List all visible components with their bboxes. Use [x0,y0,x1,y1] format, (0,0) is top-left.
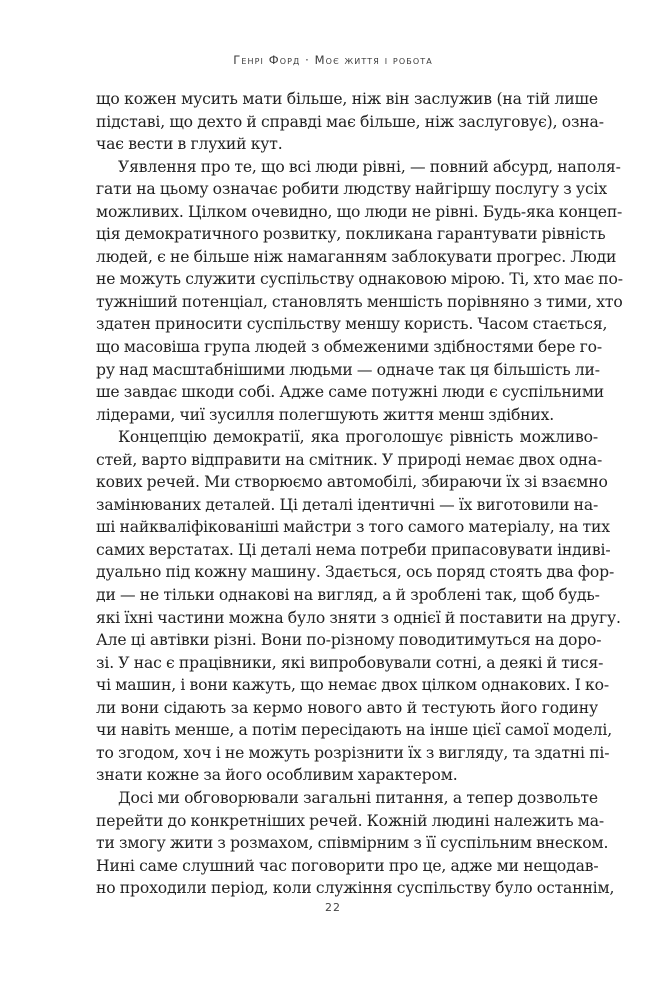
text-line: Уявлення про те, що всі люди рівні, — повний абсурд, наполя- [118,157,621,176]
text-line: тужніший потенціал, становлять меншість порівняно з тими, хто [96,292,623,311]
text-line: знати кожне за його особливим характером. [96,766,458,785]
text-line: но проходили період, коли служіння суспільству було останнім, [96,879,615,898]
text-line: гати на цьому означає робити людству найгіршу послугу з усіх [96,180,608,199]
text-line: перейти до конкретніших речей. Кожній людині належить ма- [96,811,604,830]
text-line: що кожен мусить мати більше, ніж він заслужив (на тій лише [96,90,598,108]
text-line: людей, є не більше ніж намаганням заблокувати прогрес. Люди [96,247,617,266]
text-line: не можуть служити суспільству однаковою мірою. Ті, хто має по- [96,270,623,289]
text-line: то згодом, хоч і не можуть розрізнити їх з вигляду, та здатні пі- [96,743,610,762]
text-line: ти змогу жити з розмахом, співмірним з її суспільним внеском. [96,834,609,853]
text-line: чи навіть менше, а потім пересідають на інше цієї самої моделі, [96,721,613,740]
text-line: самих верстатах. Ці деталі нема потреби припасовувати індиві- [96,540,611,559]
text-line: які їхні частини можна було зняти з однієї й поставити на другу. [96,608,621,627]
text-line: що масовіша група людей з обмеженими здібностями бере го- [96,338,602,357]
text-line: Нині саме слушний час поговорити про це, адже ми нещодав- [96,856,599,875]
text-line: стей, варто відправити на смітник. У природі немає двох одна- [96,450,603,469]
text-line: чі машин, і вони кажуть, що немає двох цілком однакових. І ко- [96,676,609,695]
text-line: ру над масштабнішими людьми — одначе так ця більшість ли- [96,360,600,379]
text-line: чає вести в глухий кут. [96,135,283,154]
text-line: здатен приносити суспільству меншу користь. Часом стається, [96,315,608,334]
text-line: кових речей. Ми створюємо автомобілі, збираючи їх зі взаємно [96,473,608,492]
text-line: Концепцію демократії, яка проголошує рівність можливо- [118,428,598,447]
text-line: Але ці автівки різні. Вони по-різному поводитимуться на доро- [96,631,602,650]
body-text [96,88,623,900]
page-number: 22 [325,901,341,914]
text-line: ди — не тільки однакові на вигляд, а й зроблені так, щоб будь- [96,586,600,605]
text-line: можливих. Цілком очевидно, що люди не рівні. Будь-яка концеп- [96,202,623,221]
text-line: Досі ми обговорювали загальні питання, а тепер дозвольте [118,788,598,807]
text-line: ші найкваліфікованіші майстри з того самого матеріалу, на тих [96,518,610,537]
running-head: Генрі Форд · Моє життя і робота [233,53,433,67]
text-line: лідерами, чиї зусилля полегшують життя менш здібних. [96,405,555,424]
text-line: замінюваних деталей. Ці деталі ідентичні — їх виготовили на- [96,495,599,514]
text-line: ція демократичного розвитку, покликана гарантувати рівність [96,225,606,244]
text-line: дуально під кожну машину. Здається, ось поряд стоять два фор- [96,563,615,582]
text-line: ли вони сідають за кермо нового авто й тестують його годину [96,698,598,717]
text-line: ше завдає шкоди собі. Адже саме потужні люди є суспільними [96,383,605,402]
text-line: зі. У нас є працівники, які випробовували сотні, а деякі й тися- [96,653,604,672]
text-line: підставі, що дехто й справді має більше, ніж заслуговує), озна- [96,112,604,131]
